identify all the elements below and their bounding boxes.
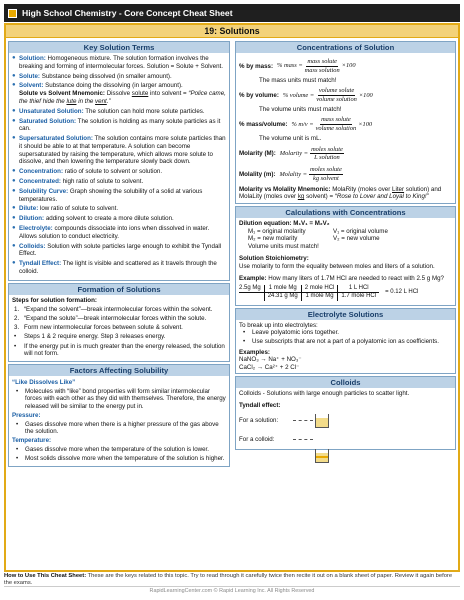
electrolytes-intro: To break up into electrolytes:	[239, 321, 318, 329]
list-item: ● Colloids: Solution with solute particles large enough to exhibit the Tyndall Effect.	[12, 242, 222, 258]
bullet-icon: ●	[12, 168, 16, 175]
molarity-molality-mnemonic: Molarity vs Molality Mnemonic: MolaRity (moles over Liter solution) and MolaLity (moles over kg solvent) = “Rose to Lover and Loyal to King!”	[239, 185, 442, 201]
bullet-icon: ●	[12, 178, 16, 184]
beaker-solution-icon	[315, 414, 329, 428]
percent-volume-equation: % by volume: % volume = $\frac{\text{volume solute}}{\text{volume solution}}$ ×100	[239, 87, 373, 103]
bullet-icon: ●	[12, 205, 16, 212]
concentrations-heading: Concentrations of Solution	[236, 42, 455, 53]
content-frame	[4, 23, 460, 572]
stoichiometry-text: Use molarity to form the equality between moles and liters of a solution.	[239, 262, 435, 270]
list-item: ● Solubility Curve: Graph showing the solubility of a solid at various temperatures.	[12, 187, 203, 203]
bullet-icon: ●	[12, 260, 16, 267]
stoichiometry-table: 2.5g Mg 1 mole Mg 2 mole HCl 1 L HCl = 0.12 L HCl 24.31 g Mg 1 mole Mg 1.7 mole HCl	[239, 285, 421, 301]
formation-section	[8, 283, 230, 362]
list-item: ● Tyndall Effect: The light is visible and scattered as it travels through the colloid.	[12, 260, 217, 275]
list-item: • Most solids dissolve more when the temperature of the solution is higher.	[16, 455, 225, 463]
bullet-icon: ●	[12, 107, 16, 114]
bullet-icon: ●	[12, 187, 16, 194]
header-bar	[4, 4, 460, 22]
cube-logo-icon	[8, 9, 17, 18]
bullet-icon: ●	[12, 55, 16, 61]
list-item: • Use subscripts that are not a part of a polyatomic ion as coefficients.	[243, 338, 439, 346]
steps-label: Steps for solution formation:	[12, 296, 97, 304]
bullet-icon: ●	[12, 82, 16, 89]
concentrations-section	[235, 41, 456, 204]
list-item: ● Electrolyte: compounds dissociate into ions when dissolved in water. Allows solution to conduct electricity.	[12, 225, 210, 240]
factors-heading: Factors Affecting Solubility	[9, 365, 229, 376]
list-item: 3. Form new intermolecular forces between solute & solvent.	[14, 324, 183, 332]
volume-note: The volume units must match!	[259, 105, 342, 113]
list-item: ● Unsaturated Solution: The solution can hold more solute particles.	[12, 107, 205, 115]
light-beam-icon	[293, 420, 313, 421]
left-column	[8, 41, 230, 467]
list-item: • Molecules with “like” bond properties will form similar intermolecular forces with each other as they did with themselves. Therefore, the energy released will be similar to the energy put in.	[16, 387, 226, 411]
examples-label: Examples:	[239, 348, 270, 356]
bullet-icon: ●	[12, 135, 16, 142]
list-item: ● Dilution: adding solvent to create a more dilute solution.	[12, 215, 174, 223]
list-item: 2. “Expand the solute”—break intermolecular forces within the solute.	[14, 315, 207, 323]
list-item: ● Solvent: Substance doing the dissolving (in larger amount).	[12, 82, 183, 90]
molality-equation: Molality (m): Molality = $\frac{\text{moles solute}}{\text{kg solvent}}$	[239, 166, 342, 182]
like-dissolves-like-label: “Like Dissolves Like”	[12, 379, 76, 387]
mass-note: The mass units must match!	[259, 76, 337, 84]
pressure-label: Pressure:	[12, 412, 41, 420]
colloids-heading: Colloids	[236, 377, 455, 388]
percent-mass-equation: % by mass: % mass = $\frac{\text{mass solute}}{\text{mass solution}}$ ×100	[239, 58, 356, 74]
bullet-icon: ●	[12, 72, 16, 79]
key-terms-heading: Key Solution Terms	[9, 42, 229, 53]
light-beam-icon	[293, 439, 313, 440]
electrolytes-heading: Electrolyte Solutions	[236, 309, 455, 320]
percent-mass-volume-equation: % mass/volume: % m/v = $\frac{\text{mass solute}}{\text{volume solution}}$ ×100	[239, 116, 373, 133]
solution-diagram: For a solution:	[239, 414, 452, 428]
footer-divider	[4, 586, 460, 587]
bullet-icon: ●	[12, 225, 16, 232]
list-item: ● Supersaturated Solution: The solution contains more solute particles than it should be able to at that temperature. A solution can become supersaturated by raising the temperature, which allows more solute to dissolve, and then lowering the temperature slowly back down.	[12, 135, 226, 166]
example-equation: CaCl₂ → Ca²⁺ + 2 Cl⁻	[239, 363, 300, 371]
calculations-heading: Calculations with Concentrations	[236, 207, 455, 218]
list-item: • If the energy put in is much greater than the energy released, the solution will not form.	[14, 342, 225, 358]
mnemonic-item: Solute vs Solvent Mnemonic: Dissolve solute into solvent = “Police came, the thief hide the lute in the vent.”	[19, 90, 226, 105]
calculations-section	[235, 206, 456, 306]
example-equation: NaNO₃ → Na⁺ + NO₃⁻	[239, 356, 302, 364]
dilution-row: M₁ = original molarity V₁ = original volume	[248, 227, 388, 235]
key-terms-section	[8, 41, 230, 281]
topic-banner: 19: Solutions	[6, 25, 458, 38]
list-item: • Steps 1 & 2 require energy. Step 3 releases energy.	[14, 333, 166, 341]
tyndall-label: Tyndall effect:	[239, 402, 281, 410]
dilution-row: M₂ = new molarity V₂ = new volume	[248, 235, 380, 243]
how-to-use-note: How to Use This Cheat Sheet: These are the keys related to this topic. Try to read through it carefully twice then recite it out on a blank sheet of paper. Review it again before the exams.	[4, 573, 453, 587]
bullet-icon: ●	[12, 215, 16, 222]
mass-volume-note: The volume unit is mL.	[259, 135, 322, 142]
example-text: Example: How many liters of 1.7M HCl are needed to react with 2.5 g Mg?	[239, 275, 444, 283]
list-item: ● Solute: Substance being dissolved (in smaller amount).	[12, 72, 172, 80]
electrolytes-section	[235, 308, 456, 375]
dilution-equation: Dilution equation: M₁V₁ = M₂V₂	[239, 219, 330, 227]
bullet-icon: ●	[12, 117, 16, 124]
list-item: • Leave polyatomic ions together.	[243, 329, 340, 337]
footer-credits: RapidLearningCenter.com © Rapid Learning Inc. All Rights Reserved	[149, 588, 315, 594]
list-item: ● Solution: Homogeneous mixture. The solution formation involves the breaking and forming of intermolecular forces. Solution = Solute + Solvent.	[12, 55, 223, 70]
dilution-note: Volume units must match!	[248, 242, 319, 250]
bullet-icon: ●	[12, 242, 16, 249]
molarity-equation: Molarity (M): Molarity = $\frac{\text{moles solute}}{\text{L solution}}$	[239, 145, 343, 162]
right-column	[235, 41, 456, 450]
list-item: ● Saturated Solution: The solution is holding as many solute particles as it can.	[12, 117, 221, 133]
list-item: ● Dilute: low ratio of solute to solvent.	[12, 205, 119, 213]
beaker-colloid-icon	[315, 449, 329, 463]
temperature-label: Temperature:	[12, 437, 52, 445]
list-item: ● Concentrated: high ratio of solute to solvent.	[12, 178, 144, 185]
list-item: • Gases dissolve more when there is a higher pressure of the gas above the solution.	[16, 420, 219, 436]
list-item: ● Concentration: ratio of solute to solvent or solution.	[12, 168, 163, 176]
formation-heading: Formation of Solutions	[9, 284, 229, 295]
list-item: 1. “Expand the solvent”—break intermolecular forces within the solvent.	[14, 305, 213, 313]
stoichiometry-label: Solution Stoichiometry:	[239, 255, 309, 263]
colloids-text: Colloids - Solutions with large enough particles to scatter light.	[239, 390, 410, 398]
list-item: • Gases dissolve more when the temperature of the solution is lower.	[16, 446, 209, 454]
stoichiometry-answer: = 0.12 L HCl	[385, 289, 419, 296]
colloid-diagram: For a colloid:	[239, 433, 452, 447]
page-title: High School Chemistry - Core Concept Cheat Sheet	[22, 7, 233, 18]
colloids-section	[235, 376, 456, 449]
factors-section	[8, 364, 230, 467]
